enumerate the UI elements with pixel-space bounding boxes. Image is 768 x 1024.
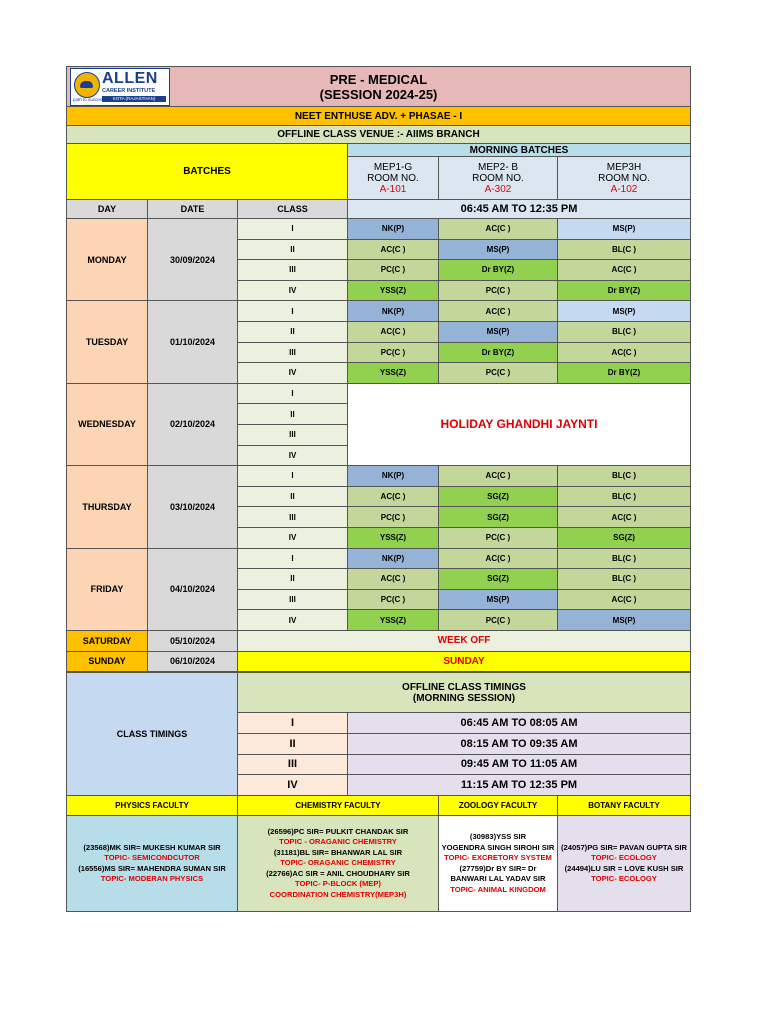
schedule-cell: MS(P) (557, 609, 691, 631)
faculty-line: TOPIC- P-BLOCK (MEP) (295, 879, 381, 889)
day-tuesday: TUESDAY (66, 300, 148, 383)
schedule-cell: Dr BY(Z) (438, 342, 558, 364)
schedule-cell: YSS(Z) (347, 527, 439, 549)
schedule-cell: PC(C ) (438, 362, 558, 384)
schedule-cell: NK(P) (347, 465, 439, 487)
faculty-line: TOPIC- ORAGANIC CHEMISTRY (280, 858, 396, 868)
faculty-line: (27759)Dr BY SIR= Dr (459, 863, 537, 873)
timings-heading-line1: OFFLINE CLASS TIMINGS (402, 681, 526, 693)
faculty-line: YOGENDRA SINGH SIROHI SIR (441, 842, 555, 852)
schedule-cell: AC(C ) (557, 506, 691, 528)
schedule-cell: MS(P) (438, 589, 558, 611)
schedule-cell: Dr BY(Z) (438, 259, 558, 281)
batches-label: BATCHES (66, 143, 348, 200)
batch-head-3 (557, 156, 691, 200)
class-number: I (237, 548, 348, 570)
schedule-cell: BL(C ) (557, 548, 691, 570)
schedule-cell: Dr BY(Z) (557, 280, 691, 302)
batch-head-1 (347, 156, 439, 200)
class-number: IV (237, 527, 348, 549)
logo-tagline: path to success (73, 97, 105, 102)
zoology-faculty-list (438, 815, 558, 912)
class-number: II (237, 321, 348, 343)
day-saturday: SATURDAY (66, 630, 148, 652)
schedule-cell: PC(C ) (347, 589, 439, 611)
class-number: IV (237, 609, 348, 631)
class-number: II (237, 568, 348, 590)
logo-name: ALLEN (102, 70, 158, 87)
title-line1: PRE - MEDICAL (329, 71, 428, 87)
class-number: I (237, 300, 348, 322)
schedule-cell: BL(C ) (557, 486, 691, 508)
schedule-cell: BL(C ) (557, 568, 691, 590)
class-number: I (237, 383, 348, 405)
class-number: IV (237, 445, 348, 467)
faculty-line: (16556)MS SIR= MAHENDRA SUMAN SIR (78, 863, 226, 873)
class-number: II (237, 239, 348, 261)
schedule-cell: MS(P) (557, 300, 691, 322)
faculty-line: (22766)AC SIR = ANIL CHOUDHARY SIR (266, 868, 410, 878)
schedule-cell: SG(Z) (438, 568, 558, 590)
day-thursday: THURSDAY (66, 465, 148, 548)
logo-emblem-icon (74, 72, 100, 98)
timings-heading-line2: (MORNING SESSION) (412, 692, 516, 704)
schedule-cell: BL(C ) (557, 239, 691, 261)
schedule-cell: NK(P) (347, 218, 439, 240)
timing-slot-time: 11:15 AM TO 12:35 PM (347, 774, 691, 796)
schedule-cell: NK(P) (347, 300, 439, 322)
class-number: I (237, 218, 348, 240)
faculty-line: TOPIC- SEMICONDCUTOR (104, 853, 200, 862)
day-note: SUNDAY (237, 651, 691, 673)
schedule-cell: MS(P) (557, 218, 691, 240)
faculty-line: (26596)PC SIR= PULKIT CHANDAK SIR (267, 826, 409, 836)
schedule-cell: AC(C ) (347, 321, 439, 343)
faculty-line: TOPIC - ORAGANIC CHEMISTRY (279, 837, 397, 847)
schedule-cell: MS(P) (438, 239, 558, 261)
faculty-line: (30983)YSS SIR (469, 832, 527, 841)
schedule-cell: AC(C ) (347, 486, 439, 508)
faculty-line: COORDINATION CHEMISTRY(MEP3H) (269, 889, 407, 899)
class-number: IV (237, 280, 348, 302)
schedule-cell: PC(C ) (438, 527, 558, 549)
room-label: ROOM NO. (598, 172, 650, 184)
col-date: DATE (147, 199, 238, 219)
faculty-line: BANWARI LAL YADAV SIR (450, 874, 546, 883)
class-number: II (237, 486, 348, 508)
logo-city: KOTA (RAJASTHAN) (102, 96, 166, 102)
faculty-line: TOPIC- ECOLOGY (591, 853, 657, 862)
schedule-cell: SG(Z) (438, 486, 558, 508)
batch-name: MEP3H (606, 161, 642, 173)
timing-slot-number: IV (237, 774, 348, 796)
room-label: ROOM NO. (367, 172, 419, 184)
schedule-cell: NK(P) (347, 548, 439, 570)
room-label: ROOM NO. (472, 172, 524, 184)
class-number: I (237, 465, 348, 487)
class-number: III (237, 259, 348, 281)
col-class: CLASS (237, 199, 348, 219)
faculty-line: (24057)PG SIR= PAVAN GUPTA SIR (561, 842, 687, 852)
physics-faculty-heading: PHYSICS FACULTY (66, 795, 238, 816)
zoology-faculty-heading: ZOOLOGY FACULTY (438, 795, 558, 816)
schedule-cell: SG(Z) (557, 527, 691, 549)
batch-name: MEP2- B (477, 161, 518, 173)
schedule-cell: AC(C ) (557, 259, 691, 281)
chemistry-faculty-heading: CHEMISTRY FACULTY (237, 795, 439, 816)
batch-name: MEP1-G (373, 161, 413, 173)
botany-faculty-heading: BOTANY FACULTY (557, 795, 691, 816)
schedule-cell: AC(C ) (557, 589, 691, 611)
date-friday: 04/10/2024 (147, 548, 238, 631)
col-day: DAY (66, 199, 148, 219)
room-number: A-101 (379, 183, 407, 195)
date-sunday: 06/10/2024 (147, 651, 238, 673)
chemistry-faculty-list (237, 815, 439, 912)
col-time: 06:45 AM TO 12:35 PM (347, 199, 691, 219)
schedule-cell: BL(C ) (557, 321, 691, 343)
class-number: III (237, 589, 348, 611)
class-number: II (237, 403, 348, 425)
schedule-cell: AC(C ) (438, 300, 558, 322)
class-number: III (237, 424, 348, 446)
timing-slot-number: III (237, 754, 348, 776)
faculty-line: TOPIC- ECOLOGY (591, 874, 657, 883)
class-number: III (237, 506, 348, 528)
faculty-line: (31181)BL SIR= BHANWAR LAL SIR (273, 847, 403, 857)
timing-slot-number: II (237, 733, 348, 755)
timings-heading (237, 672, 691, 713)
room-number: A-302 (484, 183, 512, 195)
allen-logo (70, 68, 170, 106)
batch-name: NEET ENTHUSE ADV. + PHASAE - I (66, 106, 691, 126)
timing-slot-time: 08:15 AM TO 09:35 AM (347, 733, 691, 755)
schedule-cell: PC(C ) (438, 280, 558, 302)
schedule-cell: MS(P) (438, 321, 558, 343)
date-wednesday: 02/10/2024 (147, 383, 238, 466)
botany-faculty-list (557, 815, 691, 912)
schedule-cell: PC(C ) (347, 342, 439, 364)
venue: OFFLINE CLASS VENUE :- AIIMS BRANCH (66, 125, 691, 144)
schedule-cell: BL(C ) (557, 465, 691, 487)
class-number: IV (237, 362, 348, 384)
logo-sub: CAREER INSTITUTE (102, 88, 156, 94)
day-monday: MONDAY (66, 218, 148, 301)
faculty-line: TOPIC- EXCRETORY SYSTEM (444, 853, 552, 862)
holiday-notice: HOLIDAY GHANDHI JAYNTI (347, 383, 691, 466)
morning-batches: MORNING BATCHES (347, 143, 691, 157)
day-friday: FRIDAY (66, 548, 148, 631)
schedule-cell: YSS(Z) (347, 280, 439, 302)
schedule-cell: Dr BY(Z) (557, 362, 691, 384)
day-note: WEEK OFF (237, 630, 691, 652)
room-number: A-102 (610, 183, 638, 195)
schedule-cell: PC(C ) (347, 259, 439, 281)
timing-slot-time: 09:45 AM TO 11:05 AM (347, 754, 691, 776)
schedule-cell: AC(C ) (557, 342, 691, 364)
date-saturday: 05/10/2024 (147, 630, 238, 652)
faculty-line: TOPIC- ANIMAL KINGDOM (450, 884, 546, 894)
day-wednesday: WEDNESDAY (66, 383, 148, 466)
faculty-line: TOPIC- MODERAN PHYSICS (100, 874, 204, 883)
faculty-line: (24494)LU SIR = LOVE KUSH SIR (564, 863, 684, 873)
title-line2: (SESSION 2024-25) (319, 86, 438, 102)
day-sunday: SUNDAY (66, 651, 148, 673)
schedule-cell: YSS(Z) (347, 362, 439, 384)
schedule-cell: YSS(Z) (347, 609, 439, 631)
schedule-cell: SG(Z) (438, 506, 558, 528)
faculty-line: (23568)MK SIR= MUKESH KUMAR SIR (83, 842, 221, 852)
schedule-cell: PC(C ) (438, 609, 558, 631)
date-thursday: 03/10/2024 (147, 465, 238, 548)
schedule-cell: AC(C ) (347, 239, 439, 261)
class-number: III (237, 342, 348, 364)
batch-head-2 (438, 156, 558, 200)
class-timings-label: CLASS TIMINGS (66, 672, 238, 796)
timing-slot-time: 06:45 AM TO 08:05 AM (347, 712, 691, 734)
timing-slot-number: I (237, 712, 348, 734)
schedule-cell: AC(C ) (438, 465, 558, 487)
date-monday: 30/09/2024 (147, 218, 238, 301)
date-tuesday: 01/10/2024 (147, 300, 238, 383)
physics-faculty-list (66, 815, 238, 912)
schedule-cell: AC(C ) (438, 548, 558, 570)
schedule-cell: PC(C ) (347, 506, 439, 528)
schedule-cell: AC(C ) (438, 218, 558, 240)
schedule-cell: AC(C ) (347, 568, 439, 590)
